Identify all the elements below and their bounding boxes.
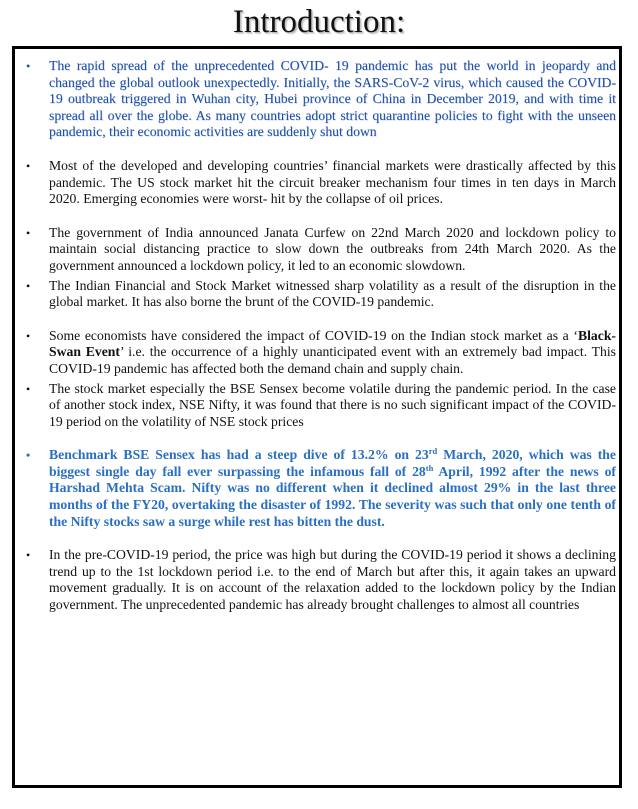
bullet-icon: • xyxy=(26,158,31,173)
bullet-text-after: ’ i.e. the occurrence of a highly unanticipated event with an extremely bad impact. This COVID-19 pandemic has affected both the demand chain and supply chain. xyxy=(49,344,616,376)
bullet-item-covid-spread xyxy=(26,58,616,141)
bullet-icon: • xyxy=(26,548,31,563)
bullet-icon: • xyxy=(26,448,31,463)
ordinal-suffix: rd xyxy=(428,446,438,457)
bullet-text-part-3: April, 1992 after the news of Harshad Mehta Scam. Nifty was no different when it declined almost 29% in the last three months of the FY20, overtaking the disaster of 1992. The severity was such that only one tenth of the Nifty stocks saw a surge while rest has bitten the dust. xyxy=(49,463,616,529)
bullet-text: Most of the developed and developing countries’ financial markets were drastically affected by this pandemic. The US stock market hit the circuit breaker mechanism four times in ten days in March 2020. Emerging economies were worst- hit by the collapse of oil prices. xyxy=(49,157,616,207)
bullet-item-financial-markets xyxy=(26,158,616,208)
bullet-text-part-2: March, 2020, which was the biggest single day fall ever surpassing the infamous fall of 28 xyxy=(49,447,616,479)
bullet-text-before: Some economists have considered the impact of COVID-19 on the Indian stock market as a ‘ xyxy=(49,327,578,343)
bullet-text: In the pre-COVID-19 period, the price was high but during the COVID-19 period it shows a declining trend up to the 1st lockdown period i.e. to the end of March but after this, it again takes an upward movement gradually. It is on account of the relaxation added to the lockdown policy by the Indian government. The unprecedented pandemic has already brought challenges to almost all countries xyxy=(49,547,616,613)
bullet-item-sensex-dive xyxy=(26,447,616,530)
bullet-item-bse-sensex-volatile xyxy=(26,381,616,431)
bullet-item-indian-market-volatility xyxy=(26,278,616,311)
bullet-icon: • xyxy=(26,278,31,293)
ordinal-suffix: th xyxy=(425,462,434,473)
bullet-item-janata-curfew xyxy=(26,225,616,275)
bullet-list xyxy=(26,55,616,614)
page-title: Introduction: xyxy=(232,4,406,40)
bullet-text: The rapid spread of the unprecedented COVID- 19 pandemic has put the world in jeopardy and changed the global outlook unexpectedly. Initially, the SARS-CoV-2 virus, which caused the COVID-19 outbreak triggered in Wuhan city, Hubei province of China in December 2019, and with time it spread all over the globe. As many countries adopt strict quarantine policies to fight with the unseen pandemic, their economic activities are suddenly shut down xyxy=(49,58,616,140)
bullet-text: The government of India announced Janata Curfew on 22nd March 2020 and lockdown policy to maintain social distancing practice to slow down the outbreaks from 24th March 2020. As the government announced a lockdown policy, it led to an economic slowdown. xyxy=(49,224,616,273)
bullet-icon: • xyxy=(26,225,31,240)
bullet-text-part-1: Benchmark BSE Sensex has had a steep dive of 13.2% on 23 xyxy=(49,447,429,463)
bullet-icon: • xyxy=(26,59,31,73)
bullet-item-black-swan xyxy=(26,328,616,378)
black-swan-term: Black-Swan Event xyxy=(49,327,616,360)
bullet-item-pre-covid-trend xyxy=(26,547,616,613)
bullet-text: The Indian Financial and Stock Market witnessed sharp volatility as a result of the disruption in the global market. It has also borne the brunt of the COVID-19 pandemic. xyxy=(49,277,616,310)
bullet-text: The stock market especially the BSE Sensex become volatile during the pandemic period. In the case of another stock index, NSE Nifty, it was found that there is no such significant impact of the COVID-19 period on the volatility of NSE stock prices xyxy=(49,380,616,429)
bullet-icon: • xyxy=(26,328,31,343)
bullet-icon: • xyxy=(26,381,31,396)
